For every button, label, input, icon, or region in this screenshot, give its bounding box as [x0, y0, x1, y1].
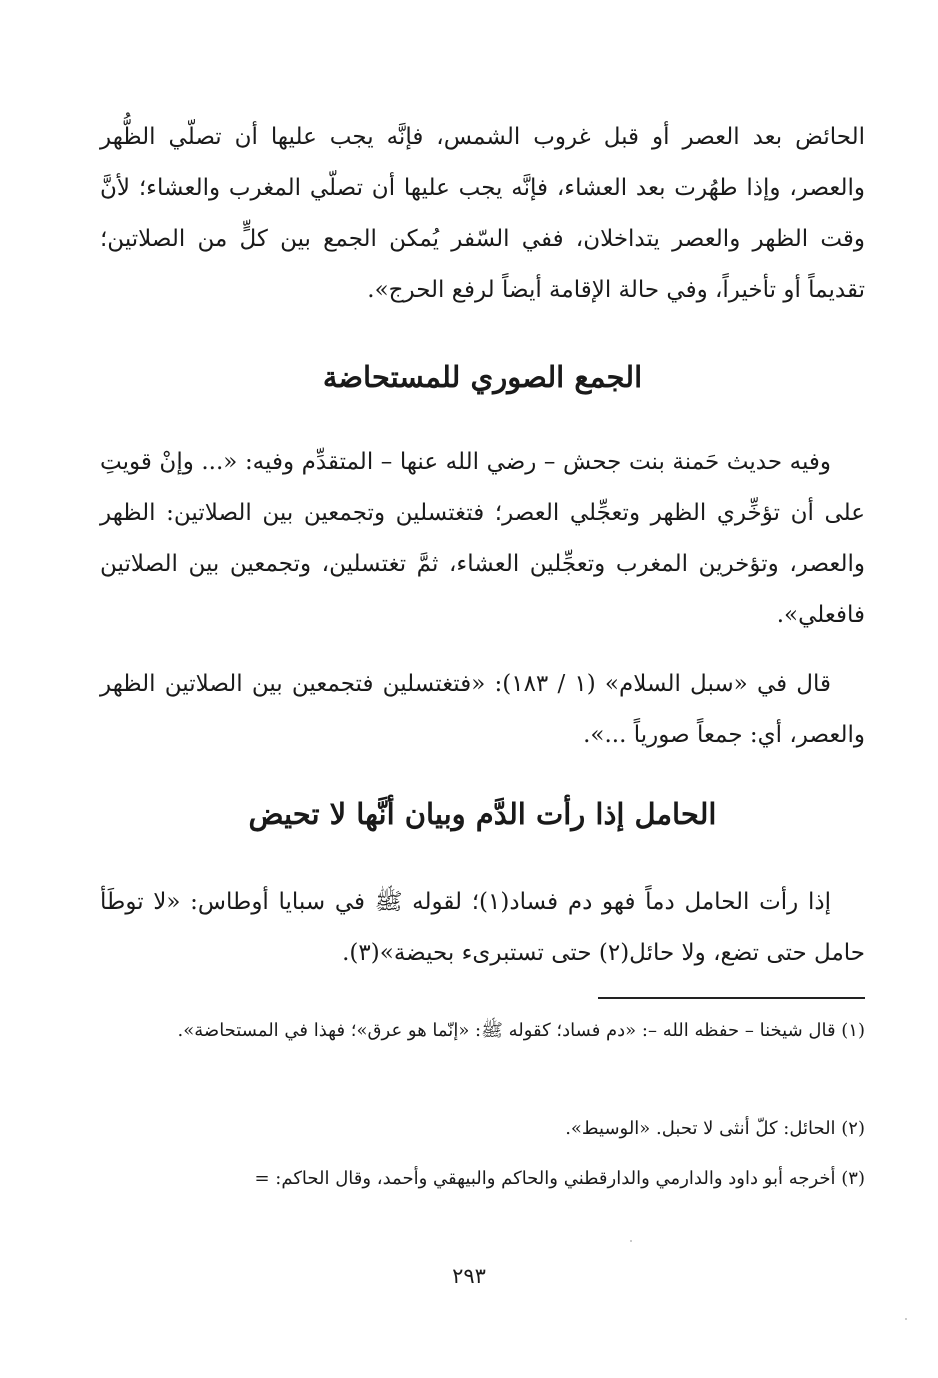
- paragraph-hamna-hadith: [100, 437, 865, 641]
- section-heading-pregnant: الحامل إذا رأت الدَّم وبيان أنَّها لا تحيض: [248, 797, 717, 831]
- footnote-text: (١) قال شيخنا – حفظه الله –: «دم فساد؛ كقوله ﷺ: «إنّما هو عرق»؛ فهذا في المستحاضة».: [177, 1020, 865, 1041]
- paragraph-subul-salam: [100, 659, 865, 761]
- page-number: ٢٩٣: [452, 1264, 486, 1288]
- footnote-2: [100, 1110, 865, 1148]
- footnote-1: [100, 1012, 865, 1050]
- footnote-separator: [598, 997, 865, 999]
- paragraph-text: إذا رأت الحامل دماً فهو دم فساد(١)؛ لقوله ﷺ في سبايا أوطاس: «لا توطَأ حامل حتى تضع، ولا حائل(٢) حتى تستبرىء بحيضة»(٣).: [100, 889, 865, 966]
- scan-speck: [630, 1240, 632, 1242]
- scan-speck: [905, 1318, 907, 1320]
- paragraph-text: الحائض بعد العصر أو قبل غروب الشمس، فإنَّه يجب عليها أن تصلّي الظُّهر والعصر، وإذا طهُرت بعد العشاء، فإنَّه يجب عليها أن تصلّي المغرب والعشاء؛ لأنَّ وقت الظهر والعصر يتداخلان، ففي السّفر يُمكن الجمع بين كلٍّ من الصلاتين؛ تقديماً أو تأخيراً، وفي حالة الإقامة أيضاً لرفع الحرج».: [100, 124, 865, 303]
- section-heading-istihada: الجمع الصوري للمستحاضة: [322, 360, 643, 394]
- paragraph-text: وفيه حديث حَمنة بنت جحش – رضي الله عنها – المتقدِّم وفيه: «... وإنْ قويتِ على أن تؤخِّري الظهر وتعجِّلي العصر؛ فتغتسلين وتجمعين بين الصلاتين: الظهر والعصر، وتؤخرين المغرب وتعجِّلين العشاء، ثمَّ تغتسلين، وتجمعين بين الصلاتين فافعلي».: [100, 449, 865, 628]
- footnote-text: (٢) الحائل: كلّ أنثى لا تحبل. «الوسيط».: [565, 1118, 865, 1139]
- footnote-3: [100, 1160, 865, 1198]
- paragraph-continuation: [100, 112, 865, 316]
- paragraph-text: قال في «سبل السلام» (١ / ١٨٣): «فتغتسلين فتجمعين بين الصلاتين الظهر والعصر، أي: جمعاً صورياً ...».: [100, 671, 865, 748]
- paragraph-pregnant: [100, 877, 865, 979]
- footnote-text: (٣) أخرجه أبو داود والدارمي والدارقطني والحاكم والبيهقي وأحمد، وقال الحاكم: =: [254, 1168, 865, 1189]
